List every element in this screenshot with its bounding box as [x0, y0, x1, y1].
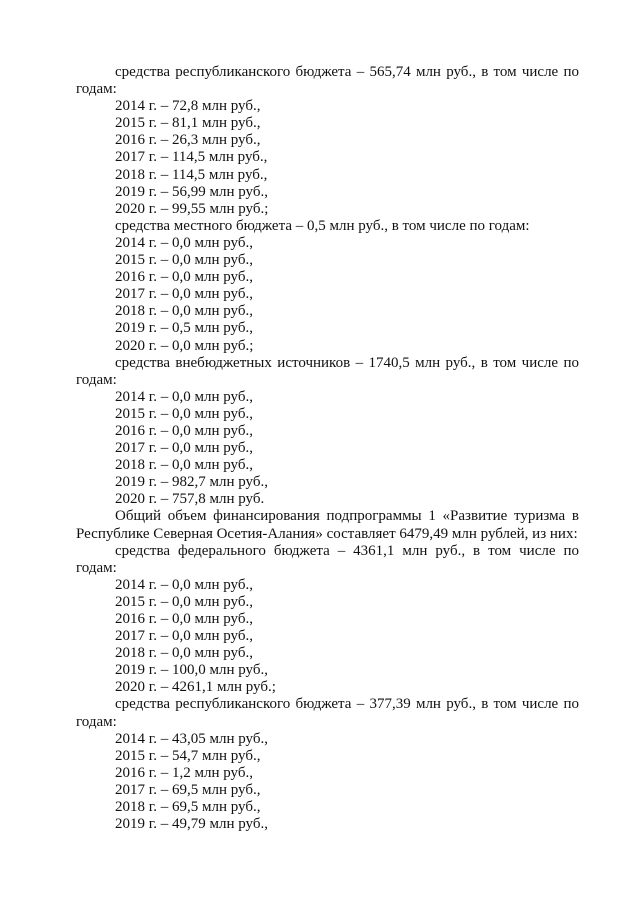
year-amount-line: 2015 г. – 81,1 млн руб., — [115, 115, 261, 132]
year-amount-line: 2018 г. – 0,0 млн руб., — [115, 645, 253, 662]
document-body — [76, 64, 579, 833]
year-amount-line: 2016 г. – 0,0 млн руб., — [115, 422, 253, 439]
year-amount-line: 2017 г. – 0,0 млн руб., — [115, 628, 253, 645]
year-amount-line: 2015 г. – 0,0 млн руб., — [115, 593, 253, 610]
year-amount-line: 2016 г. – 26,3 млн руб., — [115, 132, 261, 149]
year-amount-line: 2017 г. – 114,5 млн руб., — [115, 149, 268, 166]
funding-paragraph: Общий объем финансирования подпрограммы 1 «Развитие туризма в Республике Северная Осетия-Алания» составляет 6479,49 млн рублей, из них: — [76, 508, 579, 542]
year-amount-line: 2018 г. – 0,0 млн руб., — [115, 457, 253, 474]
funding-paragraph: средства местного бюджета – 0,5 млн руб., в том числе по годам: — [115, 217, 530, 234]
year-amount-line: 2014 г. – 0,0 млн руб., — [115, 576, 253, 593]
year-amount-line: 2015 г. – 0,0 млн руб., — [115, 405, 253, 422]
year-amount-line: 2016 г. – 1,2 млн руб., — [115, 764, 253, 781]
year-amount-line: 2015 г. – 0,0 млн руб., — [115, 252, 253, 269]
funding-paragraph: средства федерального бюджета – 4361,1 млн руб., в том числе по годам: — [76, 542, 579, 576]
year-amount-line: 2017 г. – 69,5 млн руб., — [115, 781, 261, 798]
year-amount-line: 2019 г. – 49,79 млн руб., — [115, 816, 268, 833]
funding-paragraph: средства внебюджетных источников – 1740,5 млн руб., в том числе по годам: — [76, 354, 579, 388]
funding-paragraph: средства республиканского бюджета – 565,74 млн руб., в том числе по годам: — [76, 64, 579, 98]
year-amount-line: 2020 г. – 757,8 млн руб. — [115, 491, 265, 508]
year-amount-line: 2014 г. – 43,05 млн руб., — [115, 730, 268, 747]
year-amount-line: 2017 г. – 0,0 млн руб., — [115, 286, 253, 303]
year-amount-line: 2017 г. – 0,0 млн руб., — [115, 440, 253, 457]
year-amount-line: 2014 г. – 72,8 млн руб., — [115, 98, 261, 115]
funding-paragraph: средства республиканского бюджета – 377,39 млн руб., в том числе по годам: — [76, 696, 579, 730]
year-amount-line: 2015 г. – 54,7 млн руб., — [115, 747, 261, 764]
year-amount-line: 2016 г. – 0,0 млн руб., — [115, 611, 253, 627]
year-amount-line: 2019 г. – 0,5 млн руб., — [115, 320, 253, 337]
year-amount-line: 2019 г. – 982,7 млн руб., — [115, 474, 268, 491]
year-amount-line: 2014 г. – 0,0 млн руб., — [115, 388, 253, 405]
year-amount-line: 2020 г. – 99,55 млн руб.; — [115, 200, 269, 217]
year-amount-line: 2020 г. – 0,0 млн руб.; — [115, 337, 254, 354]
year-amount-line: 2019 г. – 100,0 млн руб., — [115, 662, 268, 679]
year-amount-line: 2018 г. – 69,5 млн руб., — [115, 799, 261, 816]
year-amount-line: 2018 г. – 114,5 млн руб., — [115, 166, 268, 183]
year-amount-line: 2014 г. – 0,0 млн руб., — [115, 234, 253, 251]
year-amount-line: 2018 г. – 0,0 млн руб., — [115, 303, 253, 320]
year-amount-line: 2019 г. – 56,99 млн руб., — [115, 183, 268, 200]
year-amount-line: 2016 г. – 0,0 млн руб., — [115, 269, 253, 286]
year-amount-line: 2020 г. – 4261,1 млн руб.; — [115, 679, 276, 696]
